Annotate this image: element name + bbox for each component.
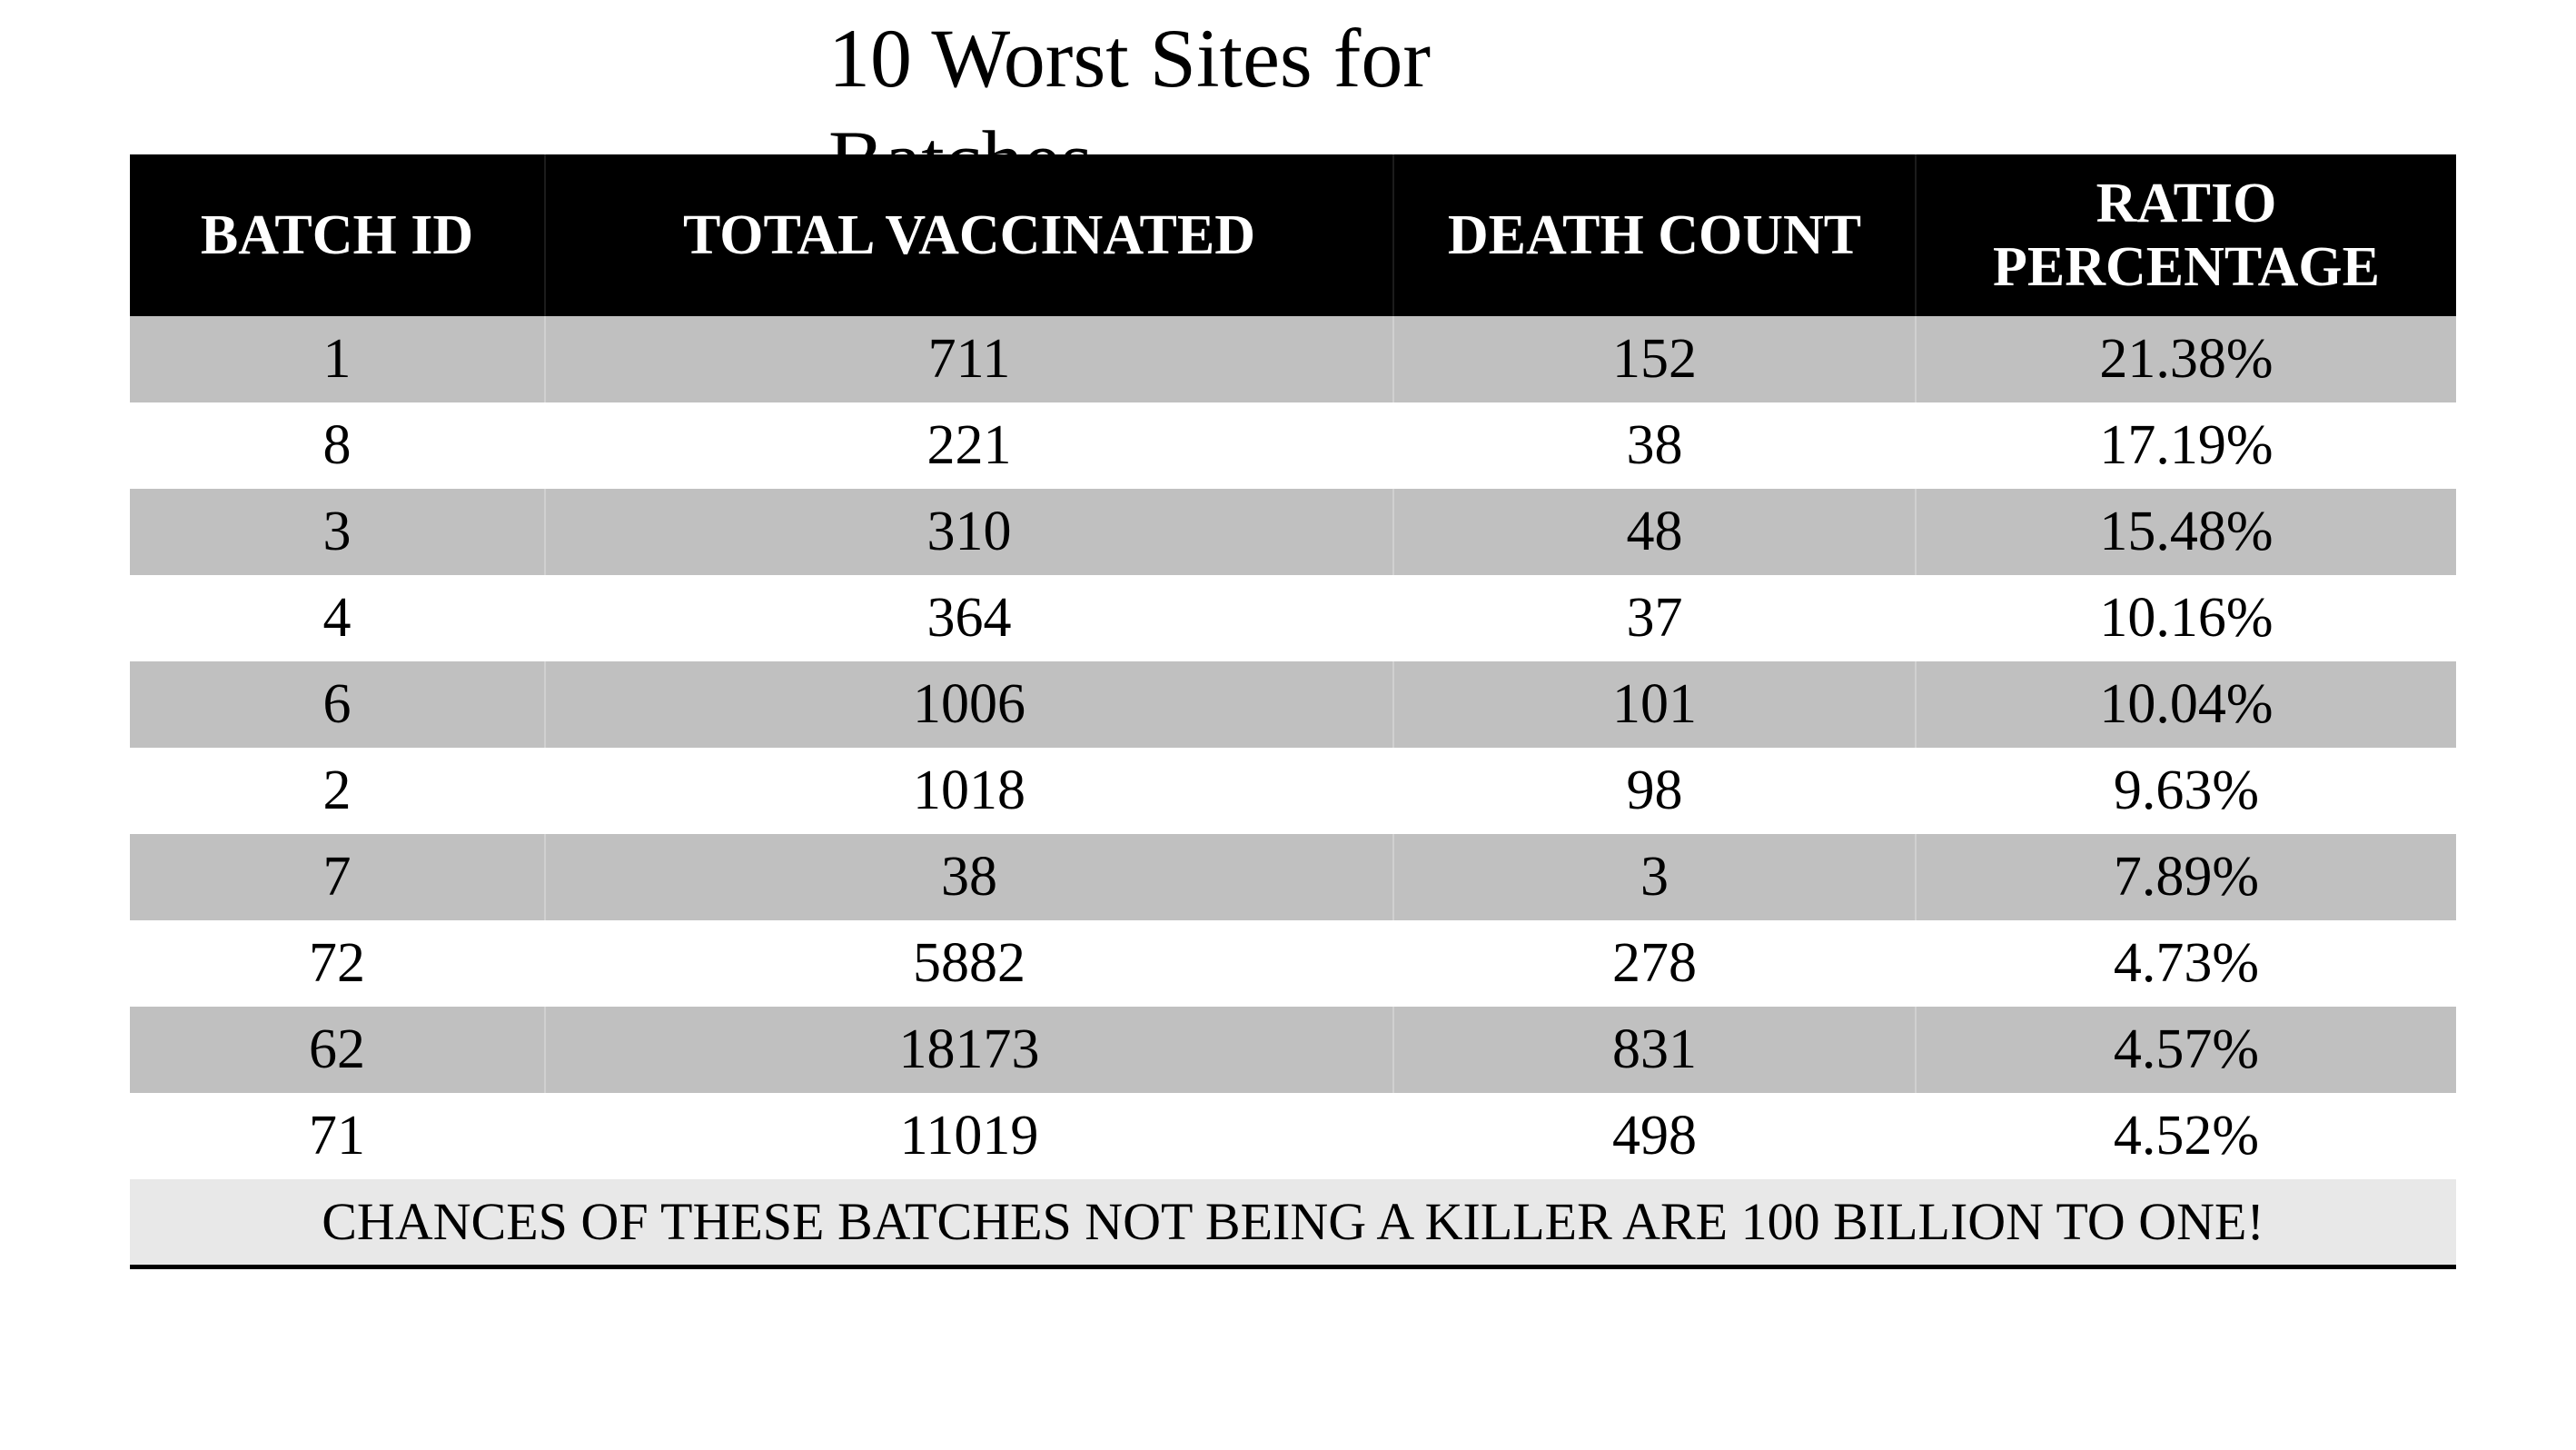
footer-note: CHANCES OF THESE BATCHES NOT BEING A KILLER ARE 100 BILLION TO ONE! (130, 1179, 2456, 1267)
table-body (130, 316, 2456, 1179)
cell-death-count: 498 (1393, 1093, 1916, 1179)
cell-death-count: 98 (1393, 748, 1916, 834)
cell-death-count: 37 (1393, 575, 1916, 661)
cell-total-vaccinated: 38 (545, 834, 1393, 920)
table-row (130, 575, 2456, 661)
cell-ratio-percentage: 4.52% (1916, 1093, 2456, 1179)
cell-total-vaccinated: 11019 (545, 1093, 1393, 1179)
cell-death-count: 38 (1393, 402, 1916, 489)
header-batch-id: BATCH ID (130, 154, 545, 316)
batch-table-container (130, 154, 2456, 1269)
table-row (130, 489, 2456, 575)
table-header (130, 154, 2456, 316)
cell-batch-id: 62 (130, 1007, 545, 1093)
cell-death-count: 48 (1393, 489, 1916, 575)
cell-ratio-percentage: 4.57% (1916, 1007, 2456, 1093)
table-row (130, 920, 2456, 1007)
cell-batch-id: 7 (130, 834, 545, 920)
cell-batch-id: 3 (130, 489, 545, 575)
cell-total-vaccinated: 18173 (545, 1007, 1393, 1093)
cell-ratio-percentage: 10.16% (1916, 575, 2456, 661)
cell-ratio-percentage: 10.04% (1916, 661, 2456, 748)
cell-ratio-percentage: 15.48% (1916, 489, 2456, 575)
cell-ratio-percentage: 7.89% (1916, 834, 2456, 920)
cell-total-vaccinated: 5882 (545, 920, 1393, 1007)
cell-total-vaccinated: 1018 (545, 748, 1393, 834)
header-ratio-percentage: RATIO PERCENTAGE (1916, 154, 2456, 316)
table-footer (130, 1179, 2456, 1267)
cell-batch-id: 71 (130, 1093, 545, 1179)
header-row (130, 154, 2456, 316)
cell-ratio-percentage: 21.38% (1916, 316, 2456, 402)
cell-death-count: 278 (1393, 920, 1916, 1007)
cell-ratio-percentage: 9.63% (1916, 748, 2456, 834)
cell-death-count: 152 (1393, 316, 1916, 402)
batch-table (130, 154, 2456, 1269)
table-row (130, 748, 2456, 834)
cell-ratio-percentage: 4.73% (1916, 920, 2456, 1007)
cell-death-count: 831 (1393, 1007, 1916, 1093)
cell-batch-id: 4 (130, 575, 545, 661)
table-row (130, 316, 2456, 402)
table-row (130, 1007, 2456, 1093)
header-total-vaccinated: TOTAL VACCINATED (545, 154, 1393, 316)
cell-death-count: 101 (1393, 661, 1916, 748)
table-row (130, 661, 2456, 748)
cell-batch-id: 72 (130, 920, 545, 1007)
cell-total-vaccinated: 711 (545, 316, 1393, 402)
cell-total-vaccinated: 221 (545, 402, 1393, 489)
cell-batch-id: 6 (130, 661, 545, 748)
cell-batch-id: 2 (130, 748, 545, 834)
table-row (130, 1093, 2456, 1179)
cell-total-vaccinated: 364 (545, 575, 1393, 661)
table-row (130, 834, 2456, 920)
cell-total-vaccinated: 1006 (545, 661, 1393, 748)
page-title: 10 Worst Sites for (828, 12, 1432, 104)
header-death-count: DEATH COUNT (1393, 154, 1916, 316)
cell-batch-id: 8 (130, 402, 545, 489)
cell-ratio-percentage: 17.19% (1916, 402, 2456, 489)
footer-row (130, 1179, 2456, 1267)
cell-batch-id: 1 (130, 316, 545, 402)
cell-death-count: 3 (1393, 834, 1916, 920)
table-row (130, 402, 2456, 489)
cell-total-vaccinated: 310 (545, 489, 1393, 575)
